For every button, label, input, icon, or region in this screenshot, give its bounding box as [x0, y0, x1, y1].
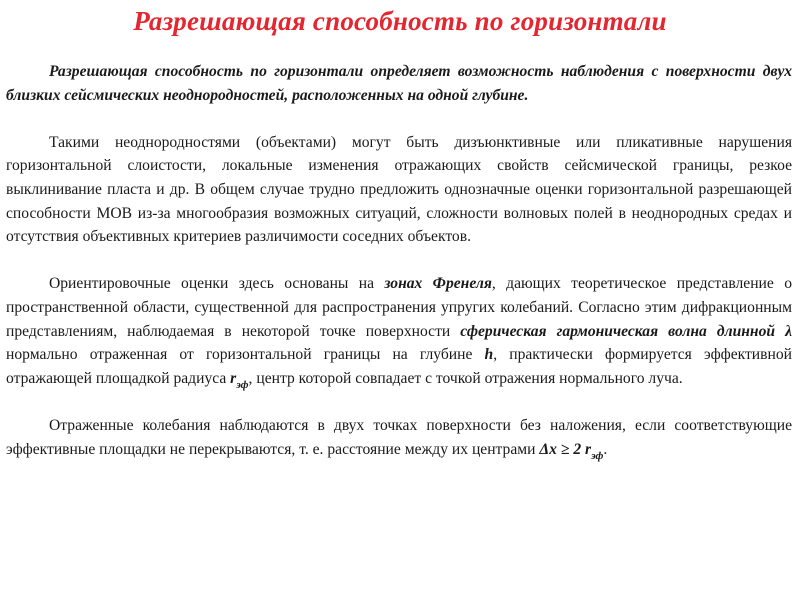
paragraph-objects: Такими неоднородностями (объектами) могут быть дизъюнктивные или пликативные нарушения горизонтальной слоистости, локальные изменения отражающих свойств сейсмической границы, резкое выклинивание пласта и др. В общем случае трудно предложить однозначные оценки горизонтальной разрешающей способности МОВ из-за многообразия возможных ситуаций, сложности волновых полей в неоднородных средах и отсутствия объективных критериев различимости соседних объектов.	[6, 133, 792, 246]
fresnel-text-3: нормально отраженная от горизонтальной границы на глубине	[6, 346, 485, 364]
fresnel-text-1: Ориентировочные оценки здесь основаны на	[49, 275, 385, 293]
slide-title: Разрешающая способность по горизонтали	[133, 6, 667, 36]
condition-formula: Δx ≥ 2 r	[539, 440, 592, 458]
paragraph-definition: Разрешающая способность по горизонтали определяет возможность наблюдения с поверхности двух близких сейсмических неоднородностей, расположенных на одной глубине.	[6, 63, 792, 104]
radius-symbol: r	[230, 369, 237, 387]
slide-body	[6, 60, 792, 461]
paragraph-fresnel	[6, 272, 792, 390]
fresnel-text-4: , практически формируется эффективной отражающей площадкой радиуса	[6, 346, 792, 387]
radius-subscript: эф	[236, 378, 249, 391]
condition-text-1: Отраженные колебания наблюдаются в двух точках поверхности без наложения, если соответствующие эффективные площадки не перекрываются, т. е. расстояние между их центрами	[6, 416, 792, 458]
fresnel-text-2: , дающих теоретическое представление о пространственной области, существенной для распространения упругих колебаний. Согласно этим дифракционным представлениям, наблюдаемая в некоторой точке поверхности	[6, 275, 792, 340]
condition-text-2: .	[603, 440, 608, 458]
condition-subscript: эф	[591, 449, 604, 462]
depth-symbol: h	[484, 346, 494, 364]
fresnel-text-5: , центр которой совпадает с точкой отражения нормального луча.	[248, 369, 683, 387]
spherical-wave-term: сферическая гармоническая волна длинной λ	[460, 322, 792, 340]
paragraph-condition	[6, 414, 792, 461]
fresnel-zones-term: зонах Френеля	[384, 275, 492, 293]
